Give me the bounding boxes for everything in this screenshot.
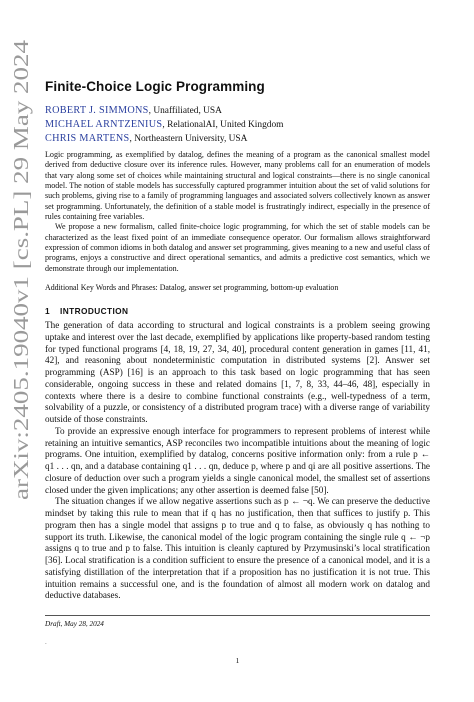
- abstract-paragraph: Logic programming, as exemplified by datalog, defines the meaning of a program as the canonical smallest model derived from deductive closure over its inference rules. However, many problems call for an enumeration of models that vary along some set of choices while maintaining structural and logical constraints—there is no single canonical model. The notion of stable models has successfully captured programmer intuition about the set of valid solutions for such problems, giving rise to a family of programming languages and associated solvers collectively known as answer set programming. Unfortunately, the definition of a stable model is frustratingly indirect, especially in the presence of rules containing free variables.: [45, 150, 430, 222]
- draft-date: Draft, May 28, 2024: [45, 620, 104, 628]
- body-paragraph: The situation changes if we allow negative assertions such as p ← ¬q. We can preserve the deductive mindset by taking this rule to mean that if q has no justification, then that suffices to justify p. This program then has a single model that assigns p to true and q to false, as obviously q has nothing to support its truth. Likewise, the canonical model of the logic program containing the single rule q ← ¬p assigns q to true and p to false. This intuition is cleanly captured by Przymusinski’s local stratification [36]. Local stratification is a condition sufficient to ensure the presence of a canonical model, and it is a satisfying distillation of the interpretation that if a proposition has no justification it is not true. This intuition remains a successful one, and is the foundation of almost all modern work on datalog and deductive databases.: [45, 496, 430, 601]
- abstract: [45, 150, 430, 274]
- author-list: [45, 104, 283, 147]
- author-name: ROBERT J. SIMMONS: [45, 105, 149, 116]
- author-affiliation: , Northeastern University, USA: [129, 134, 248, 145]
- arxiv-id-text: arXiv:2405.19040v1 [cs.PL] 29 May 2024: [9, 141, 33, 500]
- abstract-paragraph: We propose a new formalism, called finite-choice logic programming, for which the set of stable models can be characterized as the least fixed point of an immediate consequence operator. Our formalism allows straightforward expression of common idioms in both datalog and answer set programming, gives meaning to a new and useful class of programs, enjoys a constructive and direct operational semantics, and admits a predictive cost semantics, which we demonstrate through our implementation.: [45, 222, 430, 273]
- section-heading: [45, 306, 128, 316]
- keywords: Additional Key Words and Phrases: Datalog, answer set programming, bottom-up evaluation: [45, 283, 339, 292]
- author-entry: [45, 104, 283, 118]
- paper-title: Finite-Choice Logic Programming: [45, 79, 265, 94]
- arxiv-identifier: [2, 30, 36, 510]
- author-entry: [45, 132, 283, 146]
- body-paragraph: The generation of data according to structural and logical constraints is a problem seeing growing uptake and interest over the last decade, exemplified by applications like property-based random testing for typed functional programs [4, 18, 19, 27, 34, 40], procedural content generation in games [11, 41, 42], and reasoning about nondeterministic computation in distributed systems [2]. Answer set programming (ASP) [16] is an approach to this task based on logic programming that has seen considerable, ongoing success in these and related domains [1, 7, 8, 33, 44–46, 48], especially in contexts where there is a desire to combine functional constraints (e.g., well-typedness of a term, solvability of a puzzle, or consistency of a distributed program trace) with a diverse range of variability outside of those constraints.: [45, 320, 430, 424]
- body-text: [45, 320, 430, 602]
- author-affiliation: , Unaffiliated, USA: [148, 106, 222, 116]
- page-number: 1: [235, 656, 240, 665]
- footer-dot: .: [45, 638, 47, 646]
- body-paragraph: To provide an expressive enough interface for programmers to represent problems of interest while retaining an intuitive semantics, ASP reconciles two incompatible intuitions about the meaning of logic programs. One intuition, exemplified by datalog, concerns positive information only: from a rule p ← q1 . . . qn, and a database containing q1 . . . qn, deduce p, where p and qi are all positive assertions. The closure of deduction over such a program yields a single canonical model, the smallest set of assertions closed under the given implications; any other assertion is deemed false [50].: [45, 425, 430, 495]
- author-name: CHRIS MARTENS: [45, 133, 130, 145]
- section-title: INTRODUCTION: [60, 306, 129, 316]
- author-name: MICHAEL ARNTZENIUS: [45, 119, 163, 131]
- author-affiliation: , RelationalAI, United Kingdom: [162, 120, 284, 131]
- section-number: 1: [45, 306, 51, 316]
- footer-rule: [45, 615, 430, 616]
- author-entry: [45, 118, 283, 132]
